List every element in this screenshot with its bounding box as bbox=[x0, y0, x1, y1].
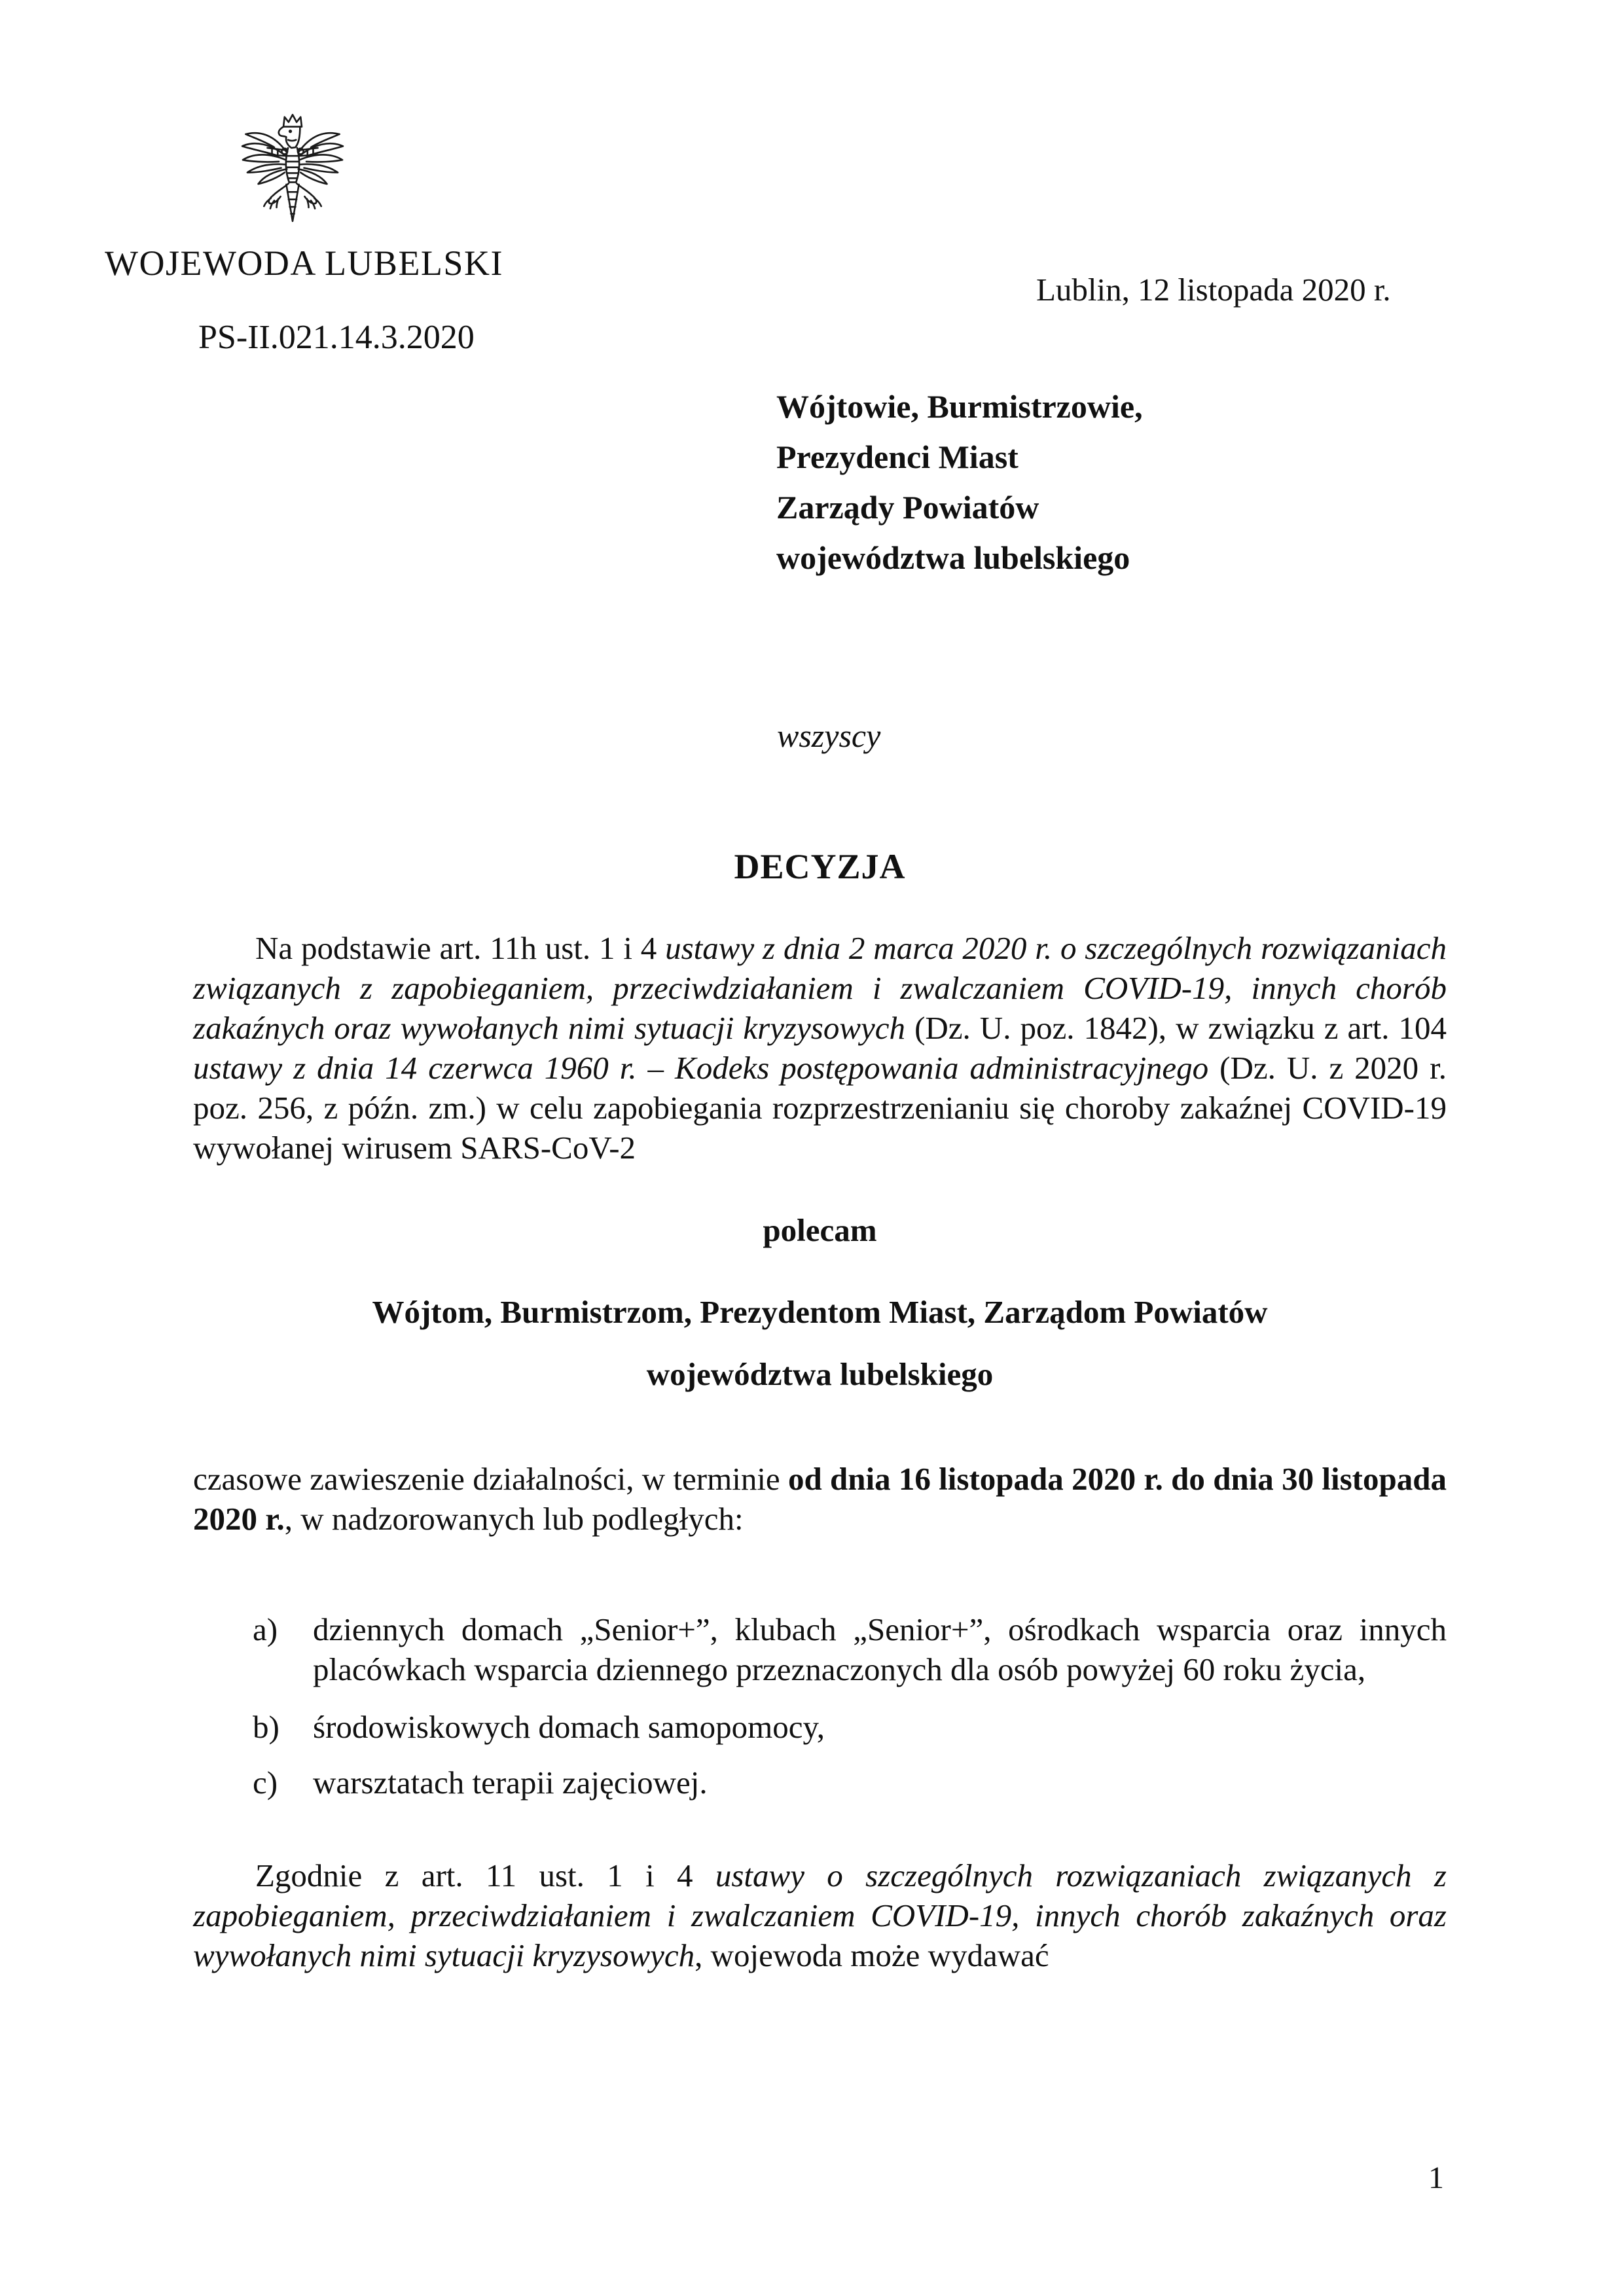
facility-list bbox=[253, 1609, 1447, 1803]
addressee-line-3: Zarządy Powiatów bbox=[776, 489, 1039, 526]
list-item-c bbox=[253, 1763, 1447, 1803]
addressee-block bbox=[776, 382, 1143, 583]
legal-note-paragraph: Zgodnie z art. 11 ust. 1 i 4 ustawy o szczególnych rozwiązaniach związanych z zapobieganiem, przeciwdziałaniem i zwalczaniem COVID-19, innych chorób zakaźnych oraz wywołanych nimi sytuacji kryzysowych, wojewoda może wydawać bbox=[193, 1857, 1447, 1973]
list-item-b bbox=[253, 1707, 1447, 1747]
list-item-c-label: c) bbox=[253, 1765, 278, 1801]
order-scope-paragraph: czasowe zawieszenie działalności, w terminie od dnia 16 listopada 2020 r. do dnia 30 listopada 2020 r., w nadzorowanych lub podległych: bbox=[193, 1461, 1447, 1537]
list-item-a bbox=[253, 1609, 1447, 1689]
addressee-line-1: Wójtowie, Burmistrzowie, bbox=[776, 388, 1143, 425]
place-and-date-line: Lublin, 12 listopada 2020 r. bbox=[1036, 272, 1391, 308]
list-item-a-text: dziennych domach „Senior+”, klubach „Senior+”, ośrodkach wsparcia oraz innych placówkach wsparcia dziennego przeznaczonych dla osób powyżej 60 roku życia, bbox=[313, 1611, 1447, 1687]
list-item-b-text: środowiskowych domach samopomocy, bbox=[313, 1709, 825, 1745]
case-reference-number: PS-II.021.14.3.2020 bbox=[198, 319, 475, 356]
addressee-line-2: Prezydenci Miast bbox=[776, 439, 1019, 475]
addressee-line-4: województwa lubelskiego bbox=[776, 539, 1130, 576]
order-addressees-line-2: województwa lubelskiego bbox=[646, 1356, 994, 1392]
order-word: polecam bbox=[763, 1212, 877, 1248]
order-addressees-line-1: Wójtom, Burmistrzom, Prezydentom Miast, Zarządom Powiatów bbox=[372, 1294, 1268, 1330]
decision-title: DECYZJA bbox=[734, 847, 906, 886]
legal-basis-paragraph: Na podstawie art. 11h ust. 1 i 4 ustawy z dnia 2 marca 2020 r. o szczególnych rozwiązaniach związanych z zapobieganiem, przeciwdziałaniem i zwalczaniem COVID-19, innych chorób zakaźnych oraz wywołanych nimi sytuacji kryzysowych (Dz. U. poz. 1842), w związku z art. 104 ustawy z dnia 14 czerwca 1960 r. – Kodeks postępowania administracyjnego (Dz. U. z 2020 r. poz. 256, z późn. zm.) w celu zapobiegania rozprzestrzenianiu się choroby zakaźnej COVID-19 wywołanej wirusem SARS-CoV-2 bbox=[193, 930, 1447, 1166]
list-item-c-text: warsztatach terapii zajęciowej. bbox=[313, 1765, 708, 1801]
list-item-b-label: b) bbox=[253, 1709, 280, 1745]
document-body bbox=[193, 847, 1447, 1975]
issuing-office-title: WOJEWODA LUBELSKI bbox=[105, 243, 503, 283]
addressee-all-note: wszyscy bbox=[777, 717, 881, 754]
list-item-a-label: a) bbox=[253, 1611, 278, 1647]
polish-eagle-emblem bbox=[234, 111, 351, 234]
page-number: 1 bbox=[1428, 2161, 1444, 2195]
